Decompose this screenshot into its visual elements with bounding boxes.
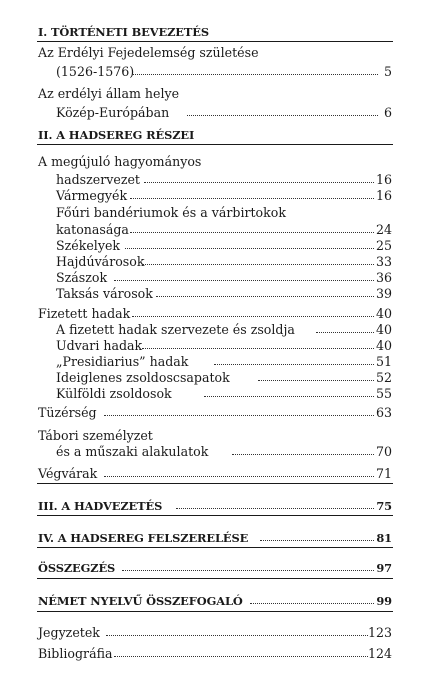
dot-leader: [122, 570, 374, 571]
dot-leader: [114, 656, 368, 657]
entry-text: és a műszaki alakulatok: [56, 444, 209, 459]
entry-text: Udvari hadak: [56, 338, 143, 353]
toc-entry: [0, 404, 436, 422]
entry-text: Közép-Európában: [56, 105, 170, 120]
section-divider: [37, 547, 393, 548]
dot-leader: [130, 198, 374, 199]
page-number: 123: [367, 625, 392, 640]
page-number: 81: [376, 531, 392, 545]
dot-leader: [132, 316, 374, 317]
dot-leader: [130, 232, 374, 233]
page-number: 55: [375, 386, 392, 401]
dot-leader: [250, 603, 374, 604]
toc-entry: [0, 385, 436, 403]
entry-text: Vármegyék: [56, 188, 128, 203]
entry-text: Bibliográfia: [38, 646, 113, 661]
toc-entry: [0, 443, 436, 461]
page-number: 6: [383, 105, 392, 120]
dot-leader: [132, 74, 378, 75]
page-number: 99: [376, 594, 392, 608]
dot-leader: [114, 280, 374, 281]
entry-text: Székelyek: [56, 238, 121, 253]
heading-text: NÉMET NYELVŰ ÖSSZEFOGALÓ: [38, 594, 243, 608]
dot-leader: [104, 415, 374, 416]
dot-leader: [142, 348, 374, 349]
entry-text: Külföldi zsoldosok: [56, 386, 172, 401]
page-number: 124: [367, 646, 392, 661]
heading-text: I. TÖRTÉNETI BEVEZETÉS: [38, 25, 209, 39]
page-number: 25: [375, 238, 392, 253]
entry-text: Főúri bandériumok és a várbirtokok: [56, 205, 286, 220]
page-number: 52: [375, 370, 392, 385]
toc-entry: [0, 44, 436, 62]
page-number: 39: [375, 286, 392, 301]
entry-text: Végvárak: [38, 466, 98, 481]
toc-entry: [0, 104, 436, 122]
toc-entry: [0, 187, 436, 205]
dot-leader: [260, 540, 374, 541]
toc-entry: [0, 285, 436, 303]
entry-text: Taksás városok: [56, 286, 153, 301]
entry-text: Az erdélyi állam helye: [38, 86, 180, 101]
entry-text: Ideiglenes zsoldoscsapatok: [56, 370, 230, 385]
section-divider: [37, 578, 393, 579]
entry-text: hadszervezet: [56, 172, 140, 187]
page-number: 40: [375, 306, 392, 321]
page-number: 16: [375, 172, 392, 187]
entry-text: A megújuló hagyományos: [38, 154, 202, 169]
dot-leader: [232, 454, 374, 455]
heading-text: IV. A HADSEREG FELSZERELÉSE: [38, 531, 249, 545]
dot-leader: [214, 364, 374, 365]
page-number: 40: [375, 338, 392, 353]
heading-text: ÖSSZEGZÉS: [38, 561, 116, 575]
dot-leader: [142, 264, 374, 265]
entry-text: „Presidiarius” hadak: [56, 354, 189, 369]
toc-entry: [0, 85, 436, 103]
section-heading: [0, 497, 436, 515]
dot-leader: [106, 635, 368, 636]
section-divider: [37, 611, 393, 612]
entry-text: Hajdúvárosok: [56, 254, 145, 269]
toc-entry: [0, 465, 436, 483]
dot-leader: [316, 332, 374, 333]
dot-leader: [258, 380, 374, 381]
entry-text: Jegyzetek: [38, 625, 100, 640]
dot-leader: [176, 508, 374, 509]
dot-leader: [125, 248, 374, 249]
page-number: 5: [383, 64, 392, 79]
page-number: 63: [375, 405, 392, 420]
page-number: 36: [375, 270, 392, 285]
section-heading: [0, 592, 436, 610]
entry-text: A fizetett hadak szervezete és zsoldja: [56, 322, 295, 337]
section-divider: [37, 483, 393, 484]
section-heading: [0, 529, 436, 547]
section-divider: [37, 515, 393, 516]
page-number: 75: [376, 499, 392, 513]
heading-text: II. A HADSEREG RÉSZEI: [38, 128, 195, 142]
page-number: 24: [375, 222, 392, 237]
page-number: 97: [376, 561, 392, 575]
section-divider: [37, 41, 393, 42]
dot-leader: [144, 182, 374, 183]
section-heading: [0, 126, 436, 144]
entry-text: Fizetett hadak: [38, 306, 131, 321]
page-number: 71: [375, 466, 392, 481]
page-number: 33: [375, 254, 392, 269]
dot-leader: [187, 115, 378, 116]
page-number: 16: [375, 188, 392, 203]
entry-text: Szászok: [56, 270, 108, 285]
entry-text: katonasága: [56, 222, 129, 237]
dot-leader: [156, 296, 374, 297]
heading-text: III. A HADVEZETÉS: [38, 499, 163, 513]
entry-text: Az Erdélyi Fejedelemség születése: [38, 45, 259, 60]
page-number: 40: [375, 322, 392, 337]
toc-entry: [0, 645, 436, 663]
section-divider: [37, 144, 393, 145]
toc-entry: [0, 204, 436, 222]
section-heading: [0, 559, 436, 577]
section-heading: [0, 23, 436, 41]
page-number: 51: [375, 354, 392, 369]
entry-text: Tüzérség: [38, 405, 97, 420]
dot-leader: [104, 476, 374, 477]
toc-entry: [0, 153, 436, 171]
entry-text: Tábori személyzet: [38, 428, 153, 443]
toc-entry: [0, 624, 436, 642]
toc-entry: [0, 63, 436, 81]
page-number: 70: [375, 444, 392, 459]
dot-leader: [204, 396, 374, 397]
entry-text: (1526-1576): [56, 64, 135, 79]
